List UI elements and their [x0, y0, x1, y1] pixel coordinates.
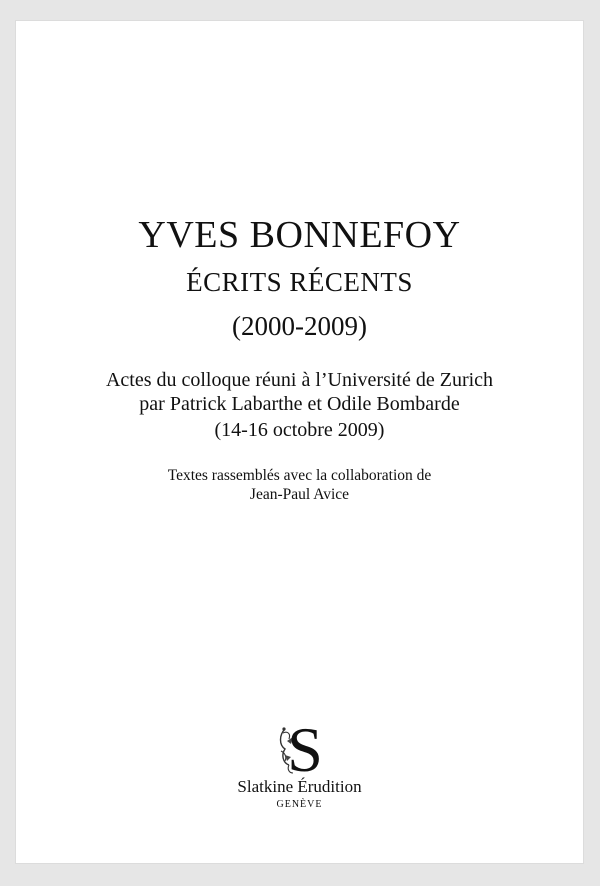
publisher-city: GENÈVE: [276, 799, 323, 810]
svg-text:S: S: [287, 714, 323, 785]
proceedings-line-3: (14-16 octobre 2009): [214, 419, 385, 441]
proceedings-line-1: Actes du colloque réuni à l’Université de Zurich: [105, 369, 494, 391]
title-page: [16, 21, 583, 863]
proceedings-line-2: par Patrick Labarthe et Odile Bombarde: [139, 393, 460, 415]
publisher-name: Slatkine Érudition: [237, 777, 362, 796]
collaboration-line-2: Jean-Paul Avice: [249, 486, 350, 503]
book-title: ÉCRITS RÉCENTS: [186, 267, 413, 297]
author-name: YVES BONNEFOY: [138, 214, 461, 256]
title-page-content: [16, 21, 583, 863]
date-range: (2000-2009): [232, 311, 367, 341]
collaboration-line-1: Textes rassemblés avec la collaboration de: [167, 467, 432, 484]
